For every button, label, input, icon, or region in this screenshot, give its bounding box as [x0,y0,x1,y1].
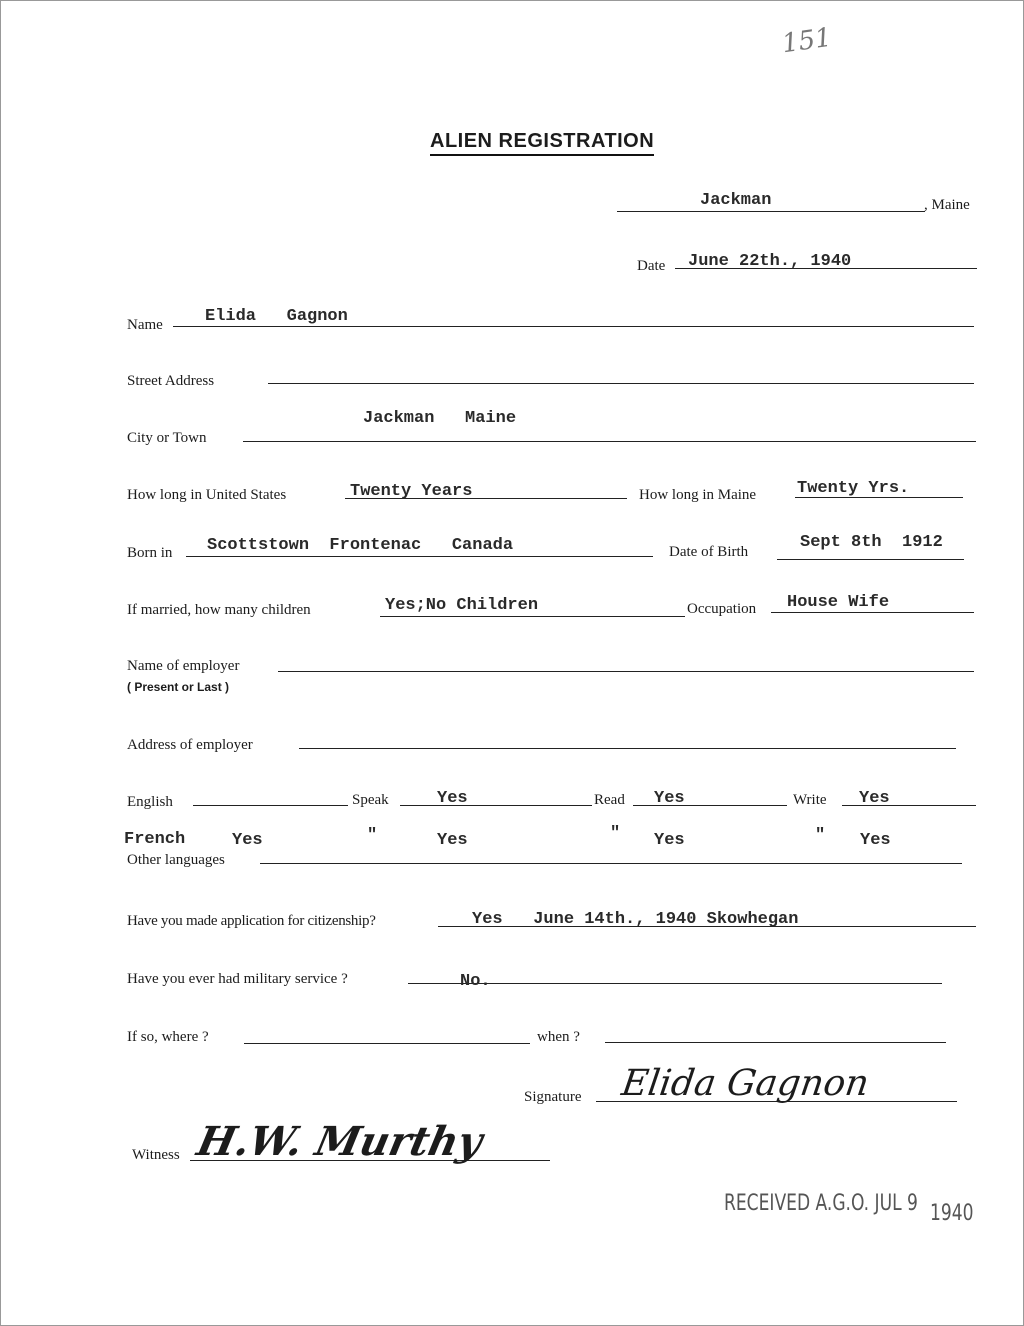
state-label: , Maine [924,197,970,213]
birth-date-underline [777,559,964,560]
born-label: Born in [127,545,173,561]
page-number: 151 [780,22,834,60]
employer-address-label: Address of employer [127,737,253,753]
english-write-value: Yes [859,789,890,808]
employer-sublabel: ( Present or Last ) [127,680,230,694]
occupation-underline [771,612,974,613]
street-address-underline [268,383,974,384]
witness-label: Witness [132,1147,180,1163]
birth-date-value: Sept 8th 1912 [800,533,943,552]
date-value: June 22th., 1940 [688,252,852,271]
us-duration-value: Twenty Years [350,482,473,501]
children-label: If married, how many children [127,602,311,618]
english-read-value: Yes [654,789,685,808]
english-read-label: Read [594,792,625,808]
if-so-where-underline [244,1043,530,1044]
city-underline [243,441,976,442]
children-value: Yes;No Children [385,596,539,615]
city-label: City or Town [127,430,207,446]
witness-value: H.W. Murthy [193,1118,487,1165]
employer-underline [278,671,974,672]
city-value: Jackman Maine [363,409,517,428]
birth-date-label: Date of Birth [669,544,749,560]
us-duration-label: How long in United States [127,487,287,503]
english-label: English [127,794,173,810]
street-address-label: Street Address [127,373,215,389]
french-ditto-1: " [367,826,378,845]
french-ditto-3: " [815,826,826,845]
other-languages-label: Other languages [127,852,225,868]
signature-value: Elida Gagnon [619,1063,872,1104]
received-stamp-year: 1940 [930,1200,974,1226]
other-languages-underline [260,863,962,864]
if-so-where-label: If so, where ? [127,1029,209,1045]
french-write-value: Yes [654,831,685,850]
english-speak-value: Yes [437,789,468,808]
english-write-label: Write [793,792,827,808]
name-label: Name [127,317,163,333]
born-underline [186,556,653,557]
town-value: Jackman [700,191,772,210]
if-so-when-underline [605,1042,946,1043]
received-stamp: RECEIVED A.G.O. JUL 9 [724,1190,918,1216]
form-title: ALIEN REGISTRATION [430,130,654,156]
french-read-value: Yes [437,831,468,850]
name-underline [173,326,974,327]
french-write-value-2: Yes [860,831,891,850]
french-ditto-2: " [610,824,621,843]
english-speak-label: Speak [352,792,389,808]
maine-duration-value: Twenty Yrs. [797,479,910,498]
town-underline [617,211,925,212]
military-label: Have you ever had military service ? [127,971,348,987]
date-label: Date [637,258,666,274]
citizenship-value: Yes June 14th., 1940 Skowhegan [472,910,799,929]
citizenship-label: Have you made application for citizenship? [127,913,376,929]
french-speak-value: Yes [232,831,263,850]
if-so-when-label: when ? [537,1029,580,1045]
employer-address-underline [299,748,956,749]
occupation-value: House Wife [787,593,890,612]
signature-label: Signature [524,1089,582,1105]
french-language: French [124,830,186,849]
maine-duration-label: How long in Maine [639,487,757,503]
military-value: No. [460,972,491,991]
children-underline [380,616,685,617]
english-underline [193,805,348,806]
name-value: Elida Gagnon [205,307,348,326]
english-speak-underline [400,805,592,806]
employer-label: Name of employer [127,658,240,674]
occupation-label: Occupation [687,601,757,617]
born-value: Scottstown Frontenac Canada [207,536,514,555]
